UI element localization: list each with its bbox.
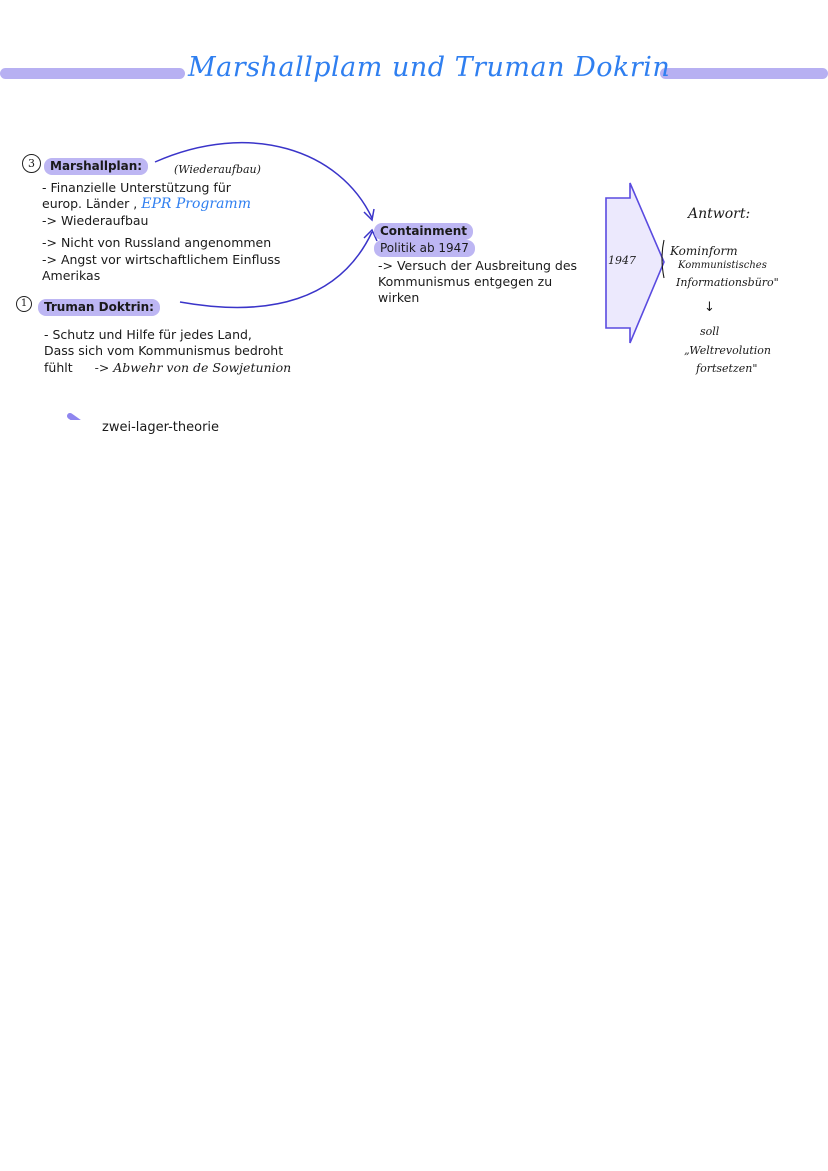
- epr-program: EPR Programm: [141, 196, 251, 212]
- containment-line-3: wirken: [378, 290, 420, 305]
- zwei-lager-arrowhead: [70, 416, 87, 420]
- marshall-more-2: -> Nicht von Russland angenommen: [42, 235, 272, 250]
- truman-line-1: - Schutz und Hilfe für jedes Land,: [44, 327, 252, 342]
- truman-number: 1: [16, 296, 32, 312]
- answer-line-3: Informationsbüro": [676, 276, 779, 289]
- answer-down-arrow: ↓: [704, 300, 715, 315]
- answer-line-5: „Weltrevolution: [684, 344, 772, 357]
- containment-label-1: Containment: [374, 223, 473, 240]
- answer-line-6: fortsetzen": [696, 362, 758, 375]
- containment-line-1: -> Versuch der Ausbreitung des: [378, 258, 578, 273]
- zwei-lager-theorie: zwei-lager-theorie: [102, 420, 220, 435]
- truman-abwehr: -> Abwehr von de Sowjetunion: [94, 360, 292, 375]
- marshall-line-1: - Finanzielle Unterstützung für: [42, 180, 231, 195]
- marshall-line-2-text: europ. Länder ,: [42, 196, 138, 211]
- containment-line-2: Kommunismus entgegen zu: [378, 274, 553, 289]
- truman-line-2: Dass sich vom Kommunismus bedroht: [44, 343, 284, 358]
- marshall-line-2: [42, 196, 251, 212]
- marshall-label: Marshallplan:: [44, 158, 148, 175]
- containment-label-2: Politik ab 1947: [374, 240, 475, 257]
- page-title: Marshallplam und Truman Dokrin: [188, 52, 671, 83]
- marshall-more-4: Amerikas: [42, 268, 101, 283]
- marshall-number: 3: [22, 154, 41, 173]
- marshall-note: (Wiederaufbau): [174, 163, 261, 176]
- year-label: 1947: [608, 254, 636, 267]
- truman-label: Truman Doktrin:: [38, 299, 160, 316]
- truman-last-line: fühlt: [44, 360, 73, 375]
- marshall-more-3: -> Angst vor wirtschaftlichem Einfluss: [42, 252, 281, 267]
- answer-kominform: Kominform: [670, 244, 738, 258]
- answer-line-2: Kommunistisches: [678, 260, 767, 271]
- answer-heading: Antwort:: [688, 206, 751, 222]
- answer-soll: soll: [700, 325, 720, 338]
- truman-line-3: [44, 360, 291, 376]
- marshall-more-1: -> Wiederaufbau: [42, 213, 149, 228]
